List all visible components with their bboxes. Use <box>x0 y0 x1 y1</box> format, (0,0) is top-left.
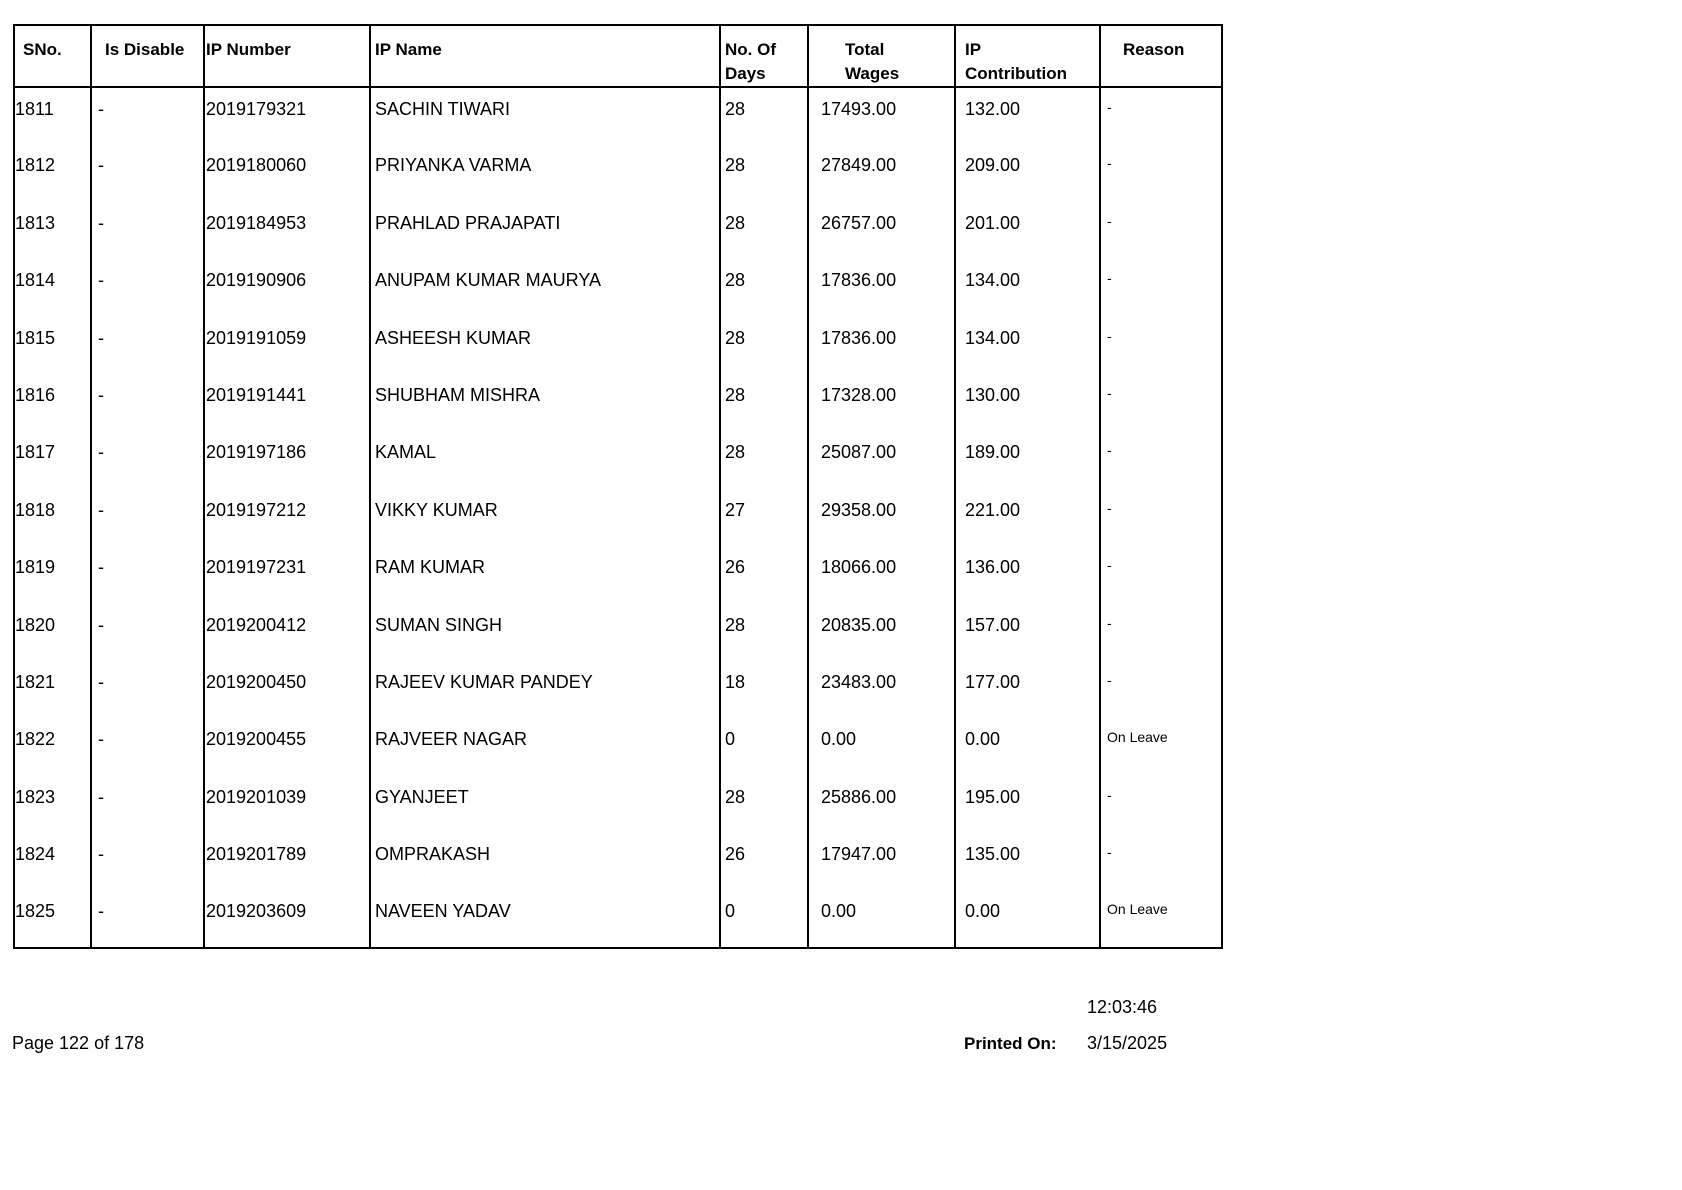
table-row <box>14 890 1222 947</box>
cell-is-disable: - <box>91 374 204 431</box>
cell-total-wages: 17493.00 <box>808 87 955 144</box>
table-row <box>14 546 1222 603</box>
cell-total-wages: 17328.00 <box>808 374 955 431</box>
cell-ip-contribution: 135.00 <box>955 833 1100 890</box>
cell-sno: 1825 <box>14 890 91 947</box>
cell-ip-number: 2019180060 <box>204 144 370 201</box>
cell-no-of-days: 28 <box>720 317 808 374</box>
cell-reason: On Leave <box>1100 890 1222 947</box>
table-row <box>14 259 1222 316</box>
table-row <box>14 833 1222 890</box>
cell-reason: - <box>1100 661 1222 718</box>
table-row <box>14 317 1222 374</box>
header-ip-contribution-line2: Contribution <box>965 64 1067 83</box>
cell-no-of-days: 28 <box>720 431 808 488</box>
header-ip-contribution-line1: IP <box>965 40 982 59</box>
cell-ip-contribution: 130.00 <box>955 374 1100 431</box>
cell-reason: - <box>1100 833 1222 890</box>
page-number: Page 122 of 178 <box>12 1033 145 1053</box>
cell-ip-number: 2019200412 <box>204 604 370 661</box>
cell-no-of-days: 0 <box>720 718 808 775</box>
cell-ip-name: RAJEEV KUMAR PANDEY <box>370 661 720 718</box>
cell-reason: - <box>1100 776 1222 833</box>
cell-ip-contribution: 177.00 <box>955 661 1100 718</box>
cell-ip-name: RAJVEER NAGAR <box>370 718 720 775</box>
cell-ip-number: 2019197231 <box>204 546 370 603</box>
cell-no-of-days: 28 <box>720 202 808 259</box>
cell-reason: - <box>1100 202 1222 259</box>
cell-is-disable: - <box>91 317 204 374</box>
cell-ip-number: 2019197212 <box>204 489 370 546</box>
cell-reason: - <box>1100 317 1222 374</box>
cell-sno: 1812 <box>14 144 91 201</box>
cell-ip-number: 2019191441 <box>204 374 370 431</box>
cell-ip-contribution: 209.00 <box>955 144 1100 201</box>
cell-no-of-days: 28 <box>720 259 808 316</box>
header-total-wages-line1: Total <box>845 40 885 59</box>
cell-sno: 1811 <box>14 87 91 144</box>
cell-total-wages: 17836.00 <box>808 317 955 374</box>
cell-total-wages: 27849.00 <box>808 144 955 201</box>
table-row <box>14 374 1222 431</box>
cell-ip-number: 2019203609 <box>204 890 370 947</box>
cell-sno: 1818 <box>14 489 91 546</box>
header-ip-name: IP Name <box>370 25 720 87</box>
cell-ip-contribution: 132.00 <box>955 87 1100 144</box>
cell-reason: - <box>1100 431 1222 488</box>
cell-sno: 1821 <box>14 661 91 718</box>
cell-total-wages: 20835.00 <box>808 604 955 661</box>
header-row <box>14 25 1222 87</box>
cell-no-of-days: 28 <box>720 144 808 201</box>
cell-ip-name: ANUPAM KUMAR MAURYA <box>370 259 720 316</box>
cell-total-wages: 23483.00 <box>808 661 955 718</box>
cell-is-disable: - <box>91 259 204 316</box>
cell-sno: 1814 <box>14 259 91 316</box>
printed-on-label: Printed On: <box>964 1034 1057 1053</box>
cell-ip-name: VIKKY KUMAR <box>370 489 720 546</box>
cell-ip-name: PRIYANKA VARMA <box>370 144 720 201</box>
cell-ip-contribution: 189.00 <box>955 431 1100 488</box>
cell-ip-contribution: 136.00 <box>955 546 1100 603</box>
cell-is-disable: - <box>91 661 204 718</box>
cell-total-wages: 29358.00 <box>808 489 955 546</box>
cell-is-disable: - <box>91 431 204 488</box>
table-row <box>14 661 1222 718</box>
cell-no-of-days: 26 <box>720 546 808 603</box>
cell-is-disable: - <box>91 144 204 201</box>
header-total-wages-line2: Wages <box>845 64 900 83</box>
header-no-of-days-line1: No. Of <box>725 40 776 59</box>
table-row <box>14 604 1222 661</box>
cell-sno: 1813 <box>14 202 91 259</box>
cell-sno: 1824 <box>14 833 91 890</box>
cell-ip-contribution: 221.00 <box>955 489 1100 546</box>
table-row <box>14 776 1222 833</box>
cell-total-wages: 17947.00 <box>808 833 955 890</box>
cell-reason: - <box>1100 546 1222 603</box>
cell-reason: - <box>1100 259 1222 316</box>
cell-ip-number: 2019190906 <box>204 259 370 316</box>
header-ip-contribution <box>955 25 1100 87</box>
header-ip-number: IP Number <box>204 25 370 87</box>
table-row <box>14 718 1222 775</box>
cell-ip-contribution: 157.00 <box>955 604 1100 661</box>
cell-no-of-days: 27 <box>720 489 808 546</box>
cell-ip-contribution: 134.00 <box>955 317 1100 374</box>
cell-total-wages: 25886.00 <box>808 776 955 833</box>
cell-ip-contribution: 0.00 <box>955 890 1100 947</box>
cell-ip-name: SHUBHAM MISHRA <box>370 374 720 431</box>
cell-ip-name: ASHEESH KUMAR <box>370 317 720 374</box>
cell-ip-contribution: 201.00 <box>955 202 1100 259</box>
printed-date: 3/15/2025 <box>1087 1033 1168 1053</box>
cell-ip-number: 2019201039 <box>204 776 370 833</box>
cell-total-wages: 17836.00 <box>808 259 955 316</box>
cell-is-disable: - <box>91 489 204 546</box>
cell-ip-name: SACHIN TIWARI <box>370 87 720 144</box>
table-row <box>14 202 1222 259</box>
cell-ip-number: 2019197186 <box>204 431 370 488</box>
cell-no-of-days: 28 <box>720 87 808 144</box>
cell-is-disable: - <box>91 87 204 144</box>
header-no-of-days <box>720 25 808 87</box>
header-no-of-days-line2: Days <box>725 64 766 83</box>
cell-no-of-days: 26 <box>720 833 808 890</box>
cell-reason: - <box>1100 604 1222 661</box>
header-total-wages <box>808 25 955 87</box>
cell-is-disable: - <box>91 890 204 947</box>
cell-total-wages: 25087.00 <box>808 431 955 488</box>
cell-sno: 1820 <box>14 604 91 661</box>
cell-ip-number: 2019191059 <box>204 317 370 374</box>
cell-ip-number: 2019200455 <box>204 718 370 775</box>
cell-ip-name: OMPRAKASH <box>370 833 720 890</box>
cell-reason: - <box>1100 144 1222 201</box>
cell-total-wages: 0.00 <box>808 718 955 775</box>
cell-ip-name: PRAHLAD PRAJAPATI <box>370 202 720 259</box>
header-reason: Reason <box>1100 25 1222 87</box>
contribution-table <box>13 24 1223 949</box>
cell-is-disable: - <box>91 718 204 775</box>
cell-total-wages: 0.00 <box>808 890 955 947</box>
cell-ip-number: 2019179321 <box>204 87 370 144</box>
cell-is-disable: - <box>91 546 204 603</box>
cell-reason: On Leave <box>1100 718 1222 775</box>
printed-time: 12:03:46 <box>1087 997 1158 1017</box>
cell-ip-contribution: 195.00 <box>955 776 1100 833</box>
table-row <box>14 489 1222 546</box>
cell-ip-name: GYANJEET <box>370 776 720 833</box>
cell-sno: 1819 <box>14 546 91 603</box>
table-body <box>14 87 1222 948</box>
table-row <box>14 144 1222 201</box>
header-is-disable: Is Disable <box>91 25 204 87</box>
cell-ip-number: 2019201789 <box>204 833 370 890</box>
cell-sno: 1823 <box>14 776 91 833</box>
cell-reason: - <box>1100 374 1222 431</box>
cell-total-wages: 18066.00 <box>808 546 955 603</box>
cell-no-of-days: 18 <box>720 661 808 718</box>
cell-ip-name: SUMAN SINGH <box>370 604 720 661</box>
cell-is-disable: - <box>91 833 204 890</box>
cell-sno: 1822 <box>14 718 91 775</box>
cell-no-of-days: 28 <box>720 374 808 431</box>
header-sno: SNo. <box>14 25 91 87</box>
cell-reason: - <box>1100 87 1222 144</box>
cell-ip-name: RAM KUMAR <box>370 546 720 603</box>
cell-no-of-days: 28 <box>720 776 808 833</box>
cell-reason: - <box>1100 489 1222 546</box>
cell-ip-number: 2019184953 <box>204 202 370 259</box>
cell-is-disable: - <box>91 202 204 259</box>
cell-sno: 1817 <box>14 431 91 488</box>
table-row <box>14 87 1222 144</box>
cell-is-disable: - <box>91 604 204 661</box>
cell-ip-contribution: 0.00 <box>955 718 1100 775</box>
cell-total-wages: 26757.00 <box>808 202 955 259</box>
cell-sno: 1815 <box>14 317 91 374</box>
cell-sno: 1816 <box>14 374 91 431</box>
cell-ip-name: NAVEEN YADAV <box>370 890 720 947</box>
cell-no-of-days: 0 <box>720 890 808 947</box>
cell-ip-name: KAMAL <box>370 431 720 488</box>
cell-ip-number: 2019200450 <box>204 661 370 718</box>
cell-is-disable: - <box>91 776 204 833</box>
cell-ip-contribution: 134.00 <box>955 259 1100 316</box>
table-row <box>14 431 1222 488</box>
table-header <box>14 25 1222 87</box>
cell-no-of-days: 28 <box>720 604 808 661</box>
